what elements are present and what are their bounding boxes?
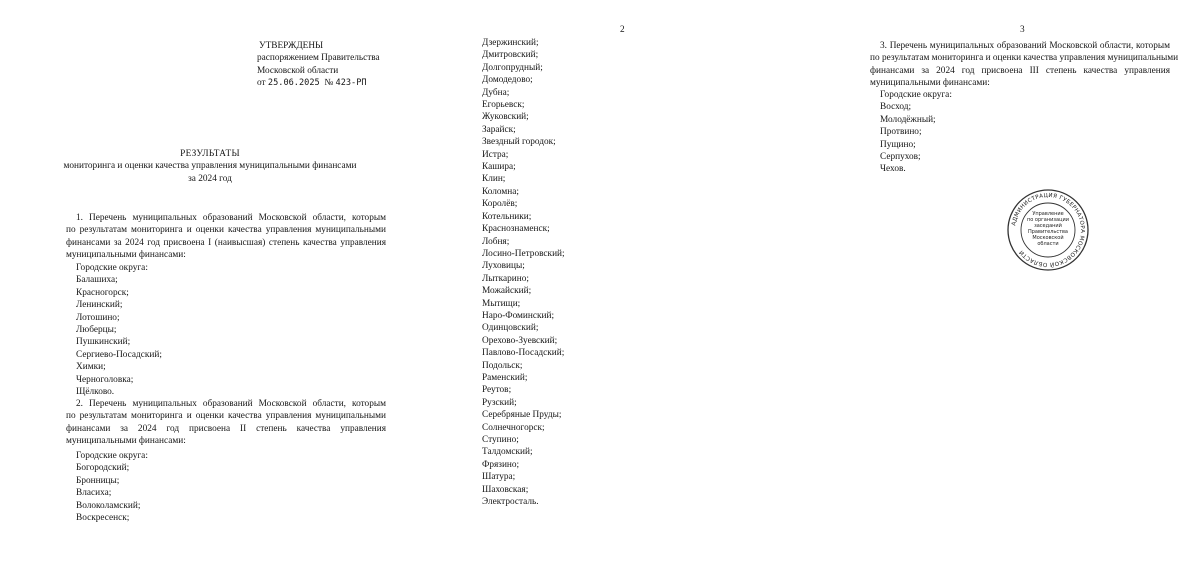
- page-number-3: 3: [1020, 25, 1025, 35]
- approval-block: [257, 40, 380, 90]
- section-1-line: 1. Перечень муниципальных образований Московской области, которым: [76, 213, 386, 223]
- list-item: Наро-Фоминский;: [482, 310, 555, 321]
- svg-text:Правительства: Правительства: [1028, 229, 1068, 235]
- title-line-2: за 2024 год: [188, 173, 232, 184]
- list-item: Пущино;: [880, 139, 916, 150]
- list-item: Талдомский;: [482, 447, 533, 458]
- list-item: Егорьевск;: [482, 100, 525, 111]
- svg-text:области: области: [1037, 241, 1059, 247]
- list-item: Шатура;: [482, 472, 516, 483]
- list-item: Раменский;: [482, 372, 528, 383]
- list-item: Чехов.: [880, 164, 906, 175]
- list-item: Домодедово;: [482, 75, 533, 86]
- list-item: Молодёжный;: [880, 114, 936, 125]
- list-item: Лотошино;: [76, 312, 120, 323]
- list-item: Щёлково.: [76, 387, 115, 398]
- approval-number-sign: №: [324, 78, 334, 89]
- list-item: Лыткарино;: [482, 273, 529, 284]
- section-2-line: 2. Перечень муниципальных образований Московской области, которым: [76, 399, 386, 409]
- list-item: Подольск;: [482, 360, 523, 371]
- section-1-line: муниципальными финансами:: [66, 250, 186, 261]
- list-item: Волоколамский;: [76, 500, 141, 511]
- list-item: Протвино;: [880, 127, 922, 138]
- section-3-paragraph: [870, 40, 1179, 90]
- list-item: Дубна;: [482, 87, 510, 98]
- svg-text:Управление: Управление: [1032, 211, 1064, 217]
- list-item: Коломна;: [482, 186, 519, 197]
- list-item: Ступино;: [482, 435, 519, 445]
- list-item: Воскресенск;: [76, 513, 130, 524]
- list-item: Черноголовка;: [76, 374, 134, 385]
- list-item: Дмитровский;: [482, 50, 539, 61]
- section-1-group-label: Городские округа:: [76, 263, 148, 273]
- section-2-list-page-2: [482, 37, 565, 508]
- approval-date: 25.06.2025: [267, 78, 320, 89]
- list-item: Королёв;: [482, 199, 518, 210]
- section-1-paragraph: [66, 212, 386, 262]
- list-item: Солнечногорск;: [482, 422, 545, 433]
- list-item: Можайский;: [482, 286, 532, 297]
- section-2-group-label: Городские округа:: [76, 451, 148, 461]
- document-title: [40, 148, 380, 185]
- list-item: Ленинский;: [76, 300, 123, 311]
- list-item: Химки;: [76, 362, 106, 373]
- list-item: Восход;: [880, 102, 912, 113]
- list-item: Одинцовский;: [482, 323, 539, 334]
- approval-line-2: Московской области: [257, 65, 339, 76]
- list-item: Клин;: [482, 174, 506, 185]
- section-3-line: муниципальными финансами:: [870, 78, 990, 89]
- stamp-center-text: [1027, 211, 1069, 247]
- page-number-2: 2: [620, 25, 625, 35]
- section-2-line: муниципальными финансами:: [66, 436, 186, 447]
- list-item: Дзержинский;: [482, 38, 539, 48]
- list-item: Серебряные Пруды;: [482, 410, 562, 421]
- list-item: Шаховская;: [482, 484, 529, 495]
- section-3-line: 3. Перечень муниципальных образований Московской области, которым: [880, 41, 1170, 51]
- section-1-line: финансами за 2024 год присвоена I (наивысшая) степень качества управления: [66, 237, 386, 248]
- svg-text:по организации: по организации: [1027, 217, 1069, 223]
- list-item: Бронницы;: [76, 475, 120, 486]
- list-item: Мытищи;: [482, 298, 521, 309]
- official-stamp: [1006, 188, 1090, 272]
- title-heading: РЕЗУЛЬТАТЫ: [180, 149, 240, 159]
- svg-text:Московской: Московской: [1032, 235, 1064, 241]
- section-2-list-page-1: [66, 450, 148, 524]
- list-item: Котельники;: [482, 211, 532, 222]
- list-item: Рузский;: [482, 397, 517, 408]
- section-2-line: финансами за 2024 год присвоена II степень качества управления: [66, 423, 386, 434]
- list-item: Лосино-Петровский;: [482, 248, 565, 259]
- title-line-1: мониторинга и оценки качества управления муниципальными финансами: [63, 161, 357, 172]
- list-item: Электросталь.: [482, 497, 539, 508]
- section-3-list: [870, 89, 952, 176]
- list-item: Власиха;: [76, 488, 112, 499]
- approval-number: 423-РП: [335, 78, 367, 89]
- stamp-ring-text: АДМИНИСТРАЦИЯ ГУБЕРНАТОРА МОСКОВСКОЙ ОБЛАСТИ: [1011, 192, 1086, 268]
- section-3-line: финансами за 2024 год присвоена III степень качества управления: [870, 65, 1170, 76]
- section-3-group-label: Городские округа:: [880, 90, 952, 100]
- approval-date-line: [257, 77, 380, 89]
- list-item: Кашира;: [482, 162, 516, 173]
- list-item: Долгопрудный;: [482, 62, 543, 73]
- list-item: Люберцы;: [76, 325, 117, 336]
- section-1-line: по результатам мониторинга и оценки качества управления муниципальными: [66, 225, 386, 236]
- list-item: Краснознаменск;: [482, 224, 550, 235]
- section-1-list: [66, 262, 162, 398]
- list-item: Серпухов;: [880, 152, 921, 163]
- list-item: Красногорск;: [76, 287, 129, 298]
- approval-date-prefix: от: [257, 78, 266, 89]
- approval-line-1: распоряжением Правительства: [257, 53, 380, 64]
- section-2-line: по результатам мониторинга и оценки качества управления муниципальными: [66, 411, 386, 422]
- list-item: Балашиха;: [76, 275, 118, 286]
- list-item: Орехово-Зуевский;: [482, 335, 558, 346]
- list-item: Звездный городок;: [482, 137, 556, 148]
- approval-heading: УТВЕРЖДЕНЫ: [259, 41, 324, 51]
- list-item: Луховицы;: [482, 261, 525, 272]
- list-item: Богородский;: [76, 463, 130, 474]
- list-item: Истра;: [482, 149, 509, 160]
- section-2-paragraph: [66, 398, 386, 448]
- list-item: Фрязино;: [482, 459, 520, 470]
- list-item: Лобня;: [482, 236, 510, 247]
- list-item: Павлово-Посадский;: [482, 348, 565, 359]
- section-3-line: по результатам мониторинга и оценки качества управления муниципальными: [870, 53, 1179, 64]
- list-item: Пушкинский;: [76, 337, 131, 348]
- list-item: Зарайск;: [482, 124, 516, 135]
- svg-text:заседаний: заседаний: [1034, 223, 1062, 229]
- list-item: Реутов;: [482, 385, 512, 396]
- list-item: Жуковский;: [482, 112, 529, 123]
- list-item: Сергиево-Посадский;: [76, 349, 162, 360]
